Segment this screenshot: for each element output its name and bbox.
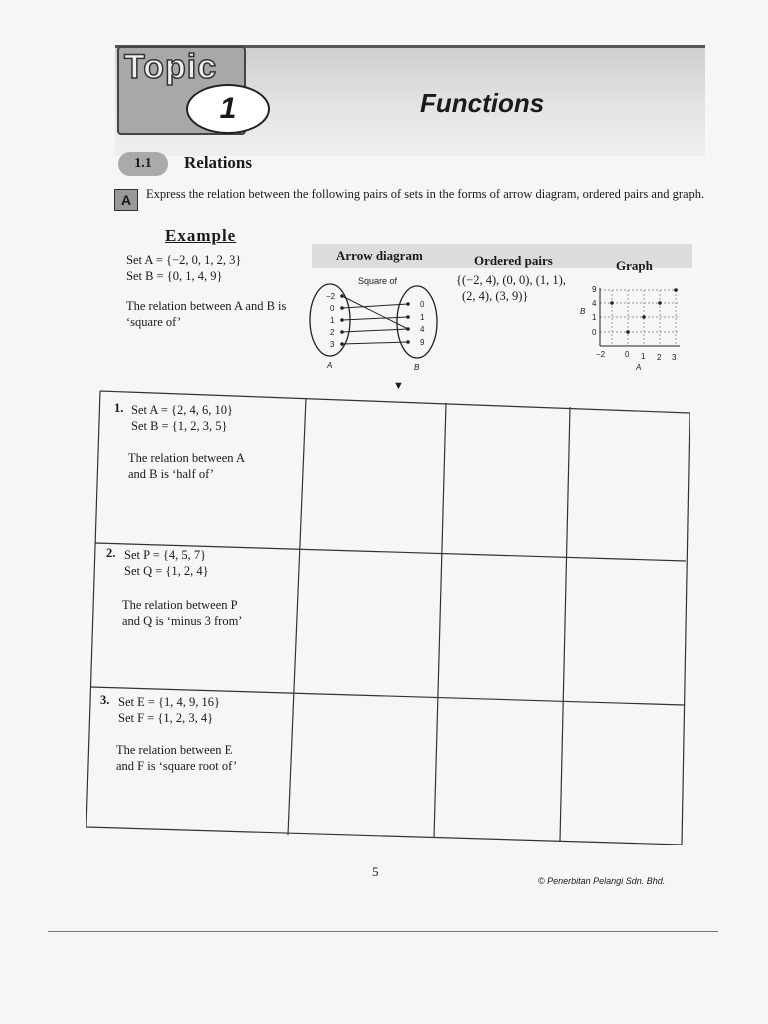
question-relation-line1: The relation between E <box>116 743 233 757</box>
topic-word: Topic <box>124 48 218 86</box>
y-tick: 1 <box>592 313 597 322</box>
question-relation-line2: and Q is ‘minus 3 from’ <box>122 614 243 628</box>
x-tick: −2 <box>596 350 606 359</box>
question-set-line2: Set F = {1, 2, 3, 4} <box>118 711 214 725</box>
exercise-label: A <box>114 189 138 211</box>
arrow-diagram <box>300 282 450 372</box>
example-relation-line2: ‘square of’ <box>126 315 182 329</box>
column-graph: Graph <box>616 258 653 273</box>
example-relation-line1: The relation between A and B is <box>126 299 287 313</box>
ordered-pairs-line1: {(−2, 4), (0, 0), (1, 1), <box>456 273 566 287</box>
ordered-pairs-line2: (2, 4), (3, 9)} <box>462 289 529 303</box>
example-heading: Example <box>165 226 237 245</box>
y-tick: 9 <box>592 285 597 294</box>
y-axis-label: B <box>580 307 586 316</box>
section-title: Relations <box>184 153 252 172</box>
down-arrow-icon: ▼ <box>393 380 404 392</box>
question-set-line1: Set E = {1, 4, 9, 16} <box>118 695 221 709</box>
codomain-value: 9 <box>420 338 425 347</box>
question-number: 2. <box>106 546 116 560</box>
question-relation-line2: and B is ‘half of’ <box>128 467 215 481</box>
codomain-value: 0 <box>420 300 425 309</box>
domain-value: −2 <box>326 292 336 301</box>
x-tick: 0 <box>625 350 630 359</box>
question-set-line2: Set Q = {1, 2, 4} <box>124 564 209 578</box>
graph-point <box>642 315 646 319</box>
x-axis-label: A <box>636 363 642 372</box>
graph-point <box>626 330 630 334</box>
x-tick: 1 <box>641 352 646 361</box>
question-set-line1: Set P = {4, 5, 7} <box>124 548 207 562</box>
domain-value: 1 <box>330 316 335 325</box>
codomain-value: 4 <box>420 325 425 334</box>
question-relation-line2: and F is ‘square root of’ <box>116 759 238 773</box>
domain-label: A <box>327 361 333 370</box>
page-title: Functions <box>420 88 545 118</box>
copyright-notice: © Penerbitan Pelangi Sdn. Bhd. <box>538 876 666 886</box>
codomain-ellipse <box>397 286 437 358</box>
footer-divider <box>48 931 718 932</box>
question-set-line2: Set B = {1, 2, 3, 5} <box>131 419 228 433</box>
y-tick: 0 <box>592 328 597 337</box>
domain-value: 2 <box>330 328 335 337</box>
page-number: 5 <box>372 864 379 879</box>
example-set-a: Set A = {−2, 0, 1, 2, 3} <box>126 253 242 267</box>
graph-point <box>658 301 662 305</box>
topic-number: 1 <box>186 84 270 134</box>
question-relation-line1: The relation between P <box>122 598 238 612</box>
domain-value: 0 <box>330 304 335 313</box>
graph-point <box>674 288 678 292</box>
domain-value: 3 <box>330 340 335 349</box>
x-tick: 2 <box>657 353 662 362</box>
question-relation-line1: The relation between A <box>128 451 245 465</box>
question-number: 3. <box>100 693 110 707</box>
graph-point <box>610 301 614 305</box>
column-arrow-diagram: Arrow diagram <box>336 248 423 263</box>
mapping-arrow <box>342 317 408 320</box>
question-number: 1. <box>114 401 124 415</box>
arrow-caption: Square of <box>358 276 398 286</box>
codomain-value: 1 <box>420 313 425 322</box>
example-set-b: Set B = {0, 1, 4, 9} <box>126 269 223 283</box>
y-tick: 4 <box>592 299 597 308</box>
question-set-line1: Set A = {2, 4, 6, 10} <box>131 403 234 417</box>
x-tick: 3 <box>672 353 677 362</box>
mapping-arrow <box>342 342 408 344</box>
column-ordered-pairs: Ordered pairs <box>474 253 553 268</box>
codomain-label: B <box>414 363 420 372</box>
example-graph <box>578 282 688 374</box>
exercise-instruction: Express the relation between the following pairs of sets in the forms of arrow diagram, ordered pairs and graph. <box>146 187 705 201</box>
section-number: 1.1 <box>118 152 168 176</box>
